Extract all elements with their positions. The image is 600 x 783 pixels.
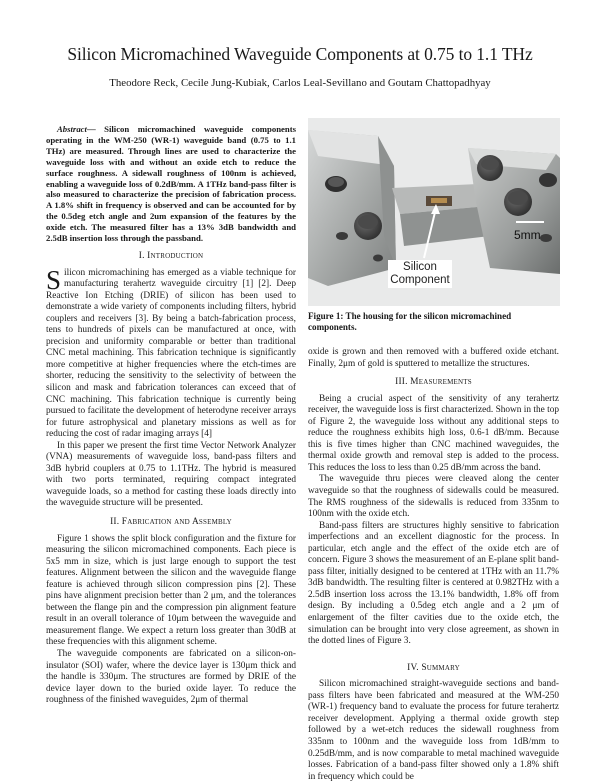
intro-paragraph-1 <box>46 264 296 441</box>
drop-cap: S <box>46 264 62 295</box>
intro-paragraph-1-text: ilicon micromachining has emerged as a viable technique for manufacturing terahertz waveguide circuitry [1] [2]. Deep Reactive Ion Etching (DRIE) of silicon has been used to demonstrate a wide variety of components including filters, hybrid couplers and receivers [3]. By being a batch-fabrication process, tens to hundreds of pixels can be manufactured at once, with precision and uniformity comparable or better than traditional CNC metal machining. This fabrication technique is significantly more competitive at higher frequencies where the etch-times are shorter, reducing the sensitivity to the selectivity of between the silicon and mask and fabrication tolerances can exceed that of CNC machining. This fabrication technique is currently being pursued to facilitate the development of heterodyne receiver arrays for future astrophysical and planetary missions as well as for reducing the cost of radar imaging arrays [4] <box>46 267 296 440</box>
fab-paragraph-1: Figure 1 shows the split block configuration and the fixture for measuring the silicon micromachined components. Each piece is 5x5 mm in size, which is just large enough to support the test features. Alignment between the silicon and the waveguide flange feature is achieved through silicon compression pins [2]. These pins have alignment precision better than 2 μm, and the tolerances between the flange pin and the compression pin alignment feature result in an overall tolerance of 10μm between the waveguide and measurement flange. We expect a return loss greater than 30dB at these frequencies with this alignment scheme. <box>46 533 296 648</box>
component-label-line-2: Component <box>390 274 450 286</box>
left-column <box>46 124 296 707</box>
section-heading-measurements: III. Measurements <box>395 377 472 388</box>
summary-paragraph-1: Silicon micromachined straight-waveguide sections and band-pass filters have been fabricated and measured at the WM-250 (WR-1) frequency band to evaluate the process for future terahertz receiver development. Applying a thermal oxide growth step followed by a wet-etch reduces the sidewall roughness from 335nm to 100nm and the waveguide loss from 1dB/mm to 0.25dB/mm, and is now comparable to metal machined waveguide losses. Fabrication of a band-pass filter showed only a 1.8% shift in frequency which could be <box>308 679 559 782</box>
component-label-box <box>388 260 452 288</box>
meas-paragraph-3: Band-pass filters are structures highly sensitive to fabrication imperfections and an excellent diagnostic for the process. In particular, etch angle and the effect of the oxide etch are of concern. Figure 3 shows the measurement of an E-plane split band-pass filter, initially designed to be centered at 1THz with an 11.7% 3dB bandwidth. The resulting filter is centered at 0.982THz with a 2.5dB insertion loss across the 13.1% bandwidth, 1.8% off from design. By including a 0.5deg etch angle and a 2 μm of enlargement of the filter cavities due to the oxide etch, the simulation can be brought into very close agreement, as shown in the dotted lines of Figure 3. <box>308 520 559 647</box>
author-list: Theodore Reck, Cecile Jung-Kubiak, Carlos Leal-Sevillano and Goutam Chattopadhyay <box>109 77 491 89</box>
abstract <box>46 124 296 244</box>
intro-paragraph-2: In this paper we present the first time Vector Network Analyzer (VNA) measurements of waveguide loss, band-pass filters and 3dB hybrid couplers at 0.75 to 1.1THz. The hybrid is measured with two ports terminated, requiring compact integrated waveguide loads, so a method for casting these loads directly into the waveguide structure will be presented. <box>46 440 296 509</box>
section-heading-summary: IV. Summary <box>407 662 460 673</box>
section-heading-fabrication: II. Fabrication and Assembly <box>110 517 232 527</box>
paper-title: Silicon Micromachined Waveguide Components at 0.75 to 1.1 THz <box>67 44 533 64</box>
fab-paragraph-2: The waveguide components are fabricated on a silicon-on-insulator (SOI) wafer, where the device layer is 130μm thick and the handle is 330μm. The structures are formed by DRIE of the device layer down to the buried oxide layer. To reduce the roughness of the finished waveguides, 2μm of thermal <box>46 649 296 706</box>
component-label-line-1: Silicon <box>403 261 437 273</box>
figure-1-photo <box>308 118 560 306</box>
section-heading-introduction: I. Introduction <box>138 250 204 261</box>
fab-paragraph-3: oxide is grown and then removed with a buffered oxide etchant. Finally, 2μm of gold is sputtered to metallize the structures. <box>308 347 559 369</box>
scale-label: 5mm <box>514 228 541 242</box>
abstract-label: Abstract <box>57 124 87 134</box>
meas-paragraph-2: The waveguide thru pieces were cleaved along the center waveguide so that the roughness of sidewalls could be measured. The RMS roughness of the sidewalls is reduced from 335nm to 100nm with the oxide etch. <box>308 474 559 520</box>
figure-1-caption: Figure 1: The housing for the silicon micromachined components. <box>308 311 512 332</box>
spacer <box>308 648 559 656</box>
right-column <box>308 347 559 783</box>
abstract-text: — Silicon micromachined waveguide components operating in the WM-250 (WR-1) waveguide band (0.75 to 1.1 THz) are measured. Through lines are used to characterize the waveguide loss with and without an oxide etch to reduce the surface roughness. A sidewall roughness of 100nm is achieved, enabling a waveguide loss of 0.2dB/mm. A 1THz band-pass filter is also measured to characterize the precision of fabrication process. A 1.8% shift in frequency is observed and can be accounted for by the 0.5deg etch angle and 2um expansion of the features by the oxide etch. The measured filter has a 13% 3dB bandwidth and 2.5dB insertion loss through the passband. <box>46 124 296 244</box>
meas-paragraph-1: Being a crucial aspect of the sensitivity of any terahertz receiver, the waveguide loss is first characterized. Shown in the top of Figure 2, the waveguide loss without any additional steps to reduce the roughness exhibits high loss, 0.6-1 dB/mm. Because this is five times higher than CNC machined waveguides, the thermal oxide growth and removal step is added to the process. This reduces the loss to less than 0.25 dB/mm across the band. <box>308 393 559 473</box>
